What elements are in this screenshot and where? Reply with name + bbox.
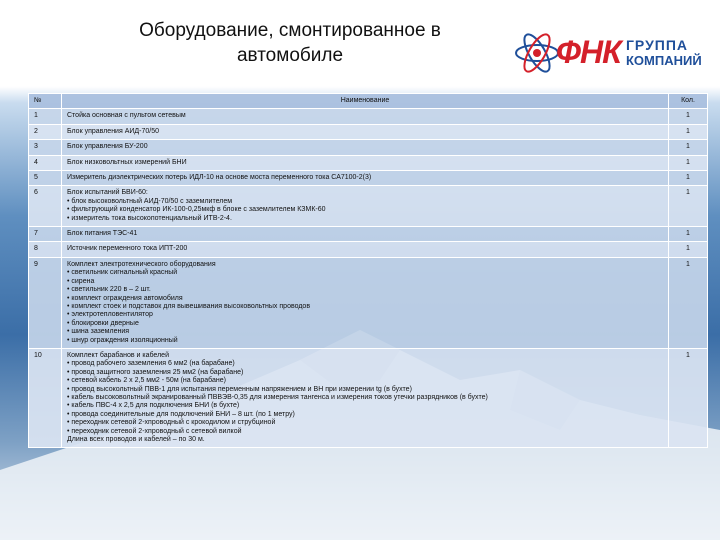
- table-row: [29, 109, 708, 124]
- item-subline: • светильник сигнальный красный: [67, 269, 178, 277]
- row-name: [62, 124, 669, 139]
- row-number: 5: [29, 171, 62, 186]
- item-subline: • электротепловентилятор: [67, 311, 153, 319]
- table-row: [29, 227, 708, 242]
- header-quantity: Кол.: [669, 94, 708, 109]
- row-number: 9: [29, 257, 62, 348]
- item-title: Стойка основная с пультом сетевым: [67, 112, 186, 120]
- table-row: [29, 140, 708, 155]
- table-row: [29, 171, 708, 186]
- row-name: [62, 242, 669, 257]
- row-name: [62, 348, 669, 447]
- item-subline: • измеритель тока высокопотенциальный ИТВ-2-4.: [67, 214, 232, 222]
- item-subline: • шнур ограждения изоляционный: [67, 336, 178, 344]
- page-title-line2: автомобиле: [236, 45, 344, 66]
- row-name: [62, 257, 669, 348]
- row-name: [62, 109, 669, 124]
- table-row: [29, 186, 708, 227]
- row-number: 1: [29, 109, 62, 124]
- row-quantity: 1: [669, 140, 708, 155]
- item-subline: • комплект стоек и подставок для вывешивания высоковольтных проводов: [67, 302, 311, 310]
- item-title: Блок испытаний БВИ-60:: [67, 189, 148, 197]
- equipment-table: [28, 93, 708, 448]
- row-name: [62, 186, 669, 227]
- item-subline: • провод высокольтный ПВВ-1 для испытания переменным напряжением и ВН при измерении tg (в бухте): [67, 385, 412, 393]
- table-header-row: [29, 94, 708, 109]
- logo-word-companies: КОМПАНИЙ: [626, 53, 702, 68]
- row-quantity: 1: [669, 186, 708, 227]
- row-name: [62, 140, 669, 155]
- table-row: [29, 348, 708, 447]
- item-subline: • кабель ПВС-4 х 2,5 для подключения БНИ (в бухте): [67, 402, 240, 410]
- atom-icon: [514, 30, 560, 76]
- item-subline: • переходник сетевой 2-хпроводный с крокодилом и струбциной: [67, 419, 276, 427]
- row-number: 2: [29, 124, 62, 139]
- header-name: Наименование: [62, 94, 669, 109]
- item-title: Блок питания ТЭС-41: [67, 230, 138, 238]
- row-quantity: 1: [669, 227, 708, 242]
- item-subline: • светильник 220 в – 2 шт.: [67, 286, 151, 294]
- item-subline: Длина всех проводов и кабелей – по 30 м.: [67, 436, 205, 443]
- row-number: 8: [29, 242, 62, 257]
- item-subline: • провод рабочего заземления 6 мм2 (на барабане): [67, 360, 235, 368]
- row-number: 4: [29, 155, 62, 170]
- row-name: [62, 227, 669, 242]
- item-title: Измеритель диэлектрических потерь ИДЛ-10 на основе моста переменного тока СА7100-2(3): [67, 174, 372, 182]
- table-row: [29, 257, 708, 348]
- item-subline: • провода соединительные для подключений БНИ – 8 шт. (по 1 метру): [67, 410, 295, 418]
- item-title: Комплект электротехнического оборудования: [67, 260, 216, 268]
- row-quantity: 1: [669, 348, 708, 447]
- row-quantity: 1: [669, 171, 708, 186]
- item-subline: • кабель высоковольтный экранированный ПВВЭВ-0,35 для измерения тангенса и измерения токов утечки разрядников (в бухте): [67, 393, 488, 401]
- table-row: [29, 124, 708, 139]
- row-number: 6: [29, 186, 62, 227]
- row-quantity: 1: [669, 155, 708, 170]
- row-name: [62, 171, 669, 186]
- header-number: №: [29, 94, 62, 109]
- item-title: Блок управления АИД-70/50: [67, 127, 159, 135]
- logo-word-group: ГРУППА: [626, 37, 689, 53]
- item-subline: • блокировки дверные: [67, 319, 139, 327]
- row-number: 7: [29, 227, 62, 242]
- table-row: [29, 242, 708, 257]
- item-subline: • блок высоковольтный АИД-70/50 с заземлителем: [67, 197, 233, 205]
- row-number: 10: [29, 348, 62, 447]
- item-title: Блок управления БУ-200: [67, 143, 148, 151]
- item-subline: • сетевой кабель 2 х 2,5 мм2 - 50м (на барабане): [67, 377, 226, 385]
- item-subline: • провод защитного заземления 25 мм2 (на барабане): [67, 368, 244, 376]
- item-title: Источник переменного тока ИПТ-200: [67, 245, 188, 253]
- page-title: [80, 18, 500, 68]
- page-title-line1: Оборудование, смонтированное в: [139, 20, 441, 41]
- item-title: Комплект барабанов и кабелей: [67, 351, 169, 359]
- row-quantity: 1: [669, 124, 708, 139]
- logo-abbreviation: ФНК: [556, 34, 621, 70]
- table-row: [29, 155, 708, 170]
- item-subline: • фильтрующий конденсатор ИК-100-0,25мкф в блоке с заземлителем КЗМК-60: [67, 206, 326, 214]
- item-subline: • сирена: [67, 277, 95, 285]
- row-number: 3: [29, 140, 62, 155]
- item-subline: • комплект ограждения автомобиля: [67, 294, 183, 302]
- item-subline: • переходник сетевой 2-хпроводный с сетевой вилкой: [67, 427, 242, 435]
- row-quantity: 1: [669, 242, 708, 257]
- row-quantity: 1: [669, 257, 708, 348]
- item-subline: • шина заземления: [67, 328, 130, 336]
- company-logo: [514, 30, 704, 80]
- item-title: Блок низковольтных измерений БНИ: [67, 158, 187, 166]
- row-name: [62, 155, 669, 170]
- row-quantity: 1: [669, 109, 708, 124]
